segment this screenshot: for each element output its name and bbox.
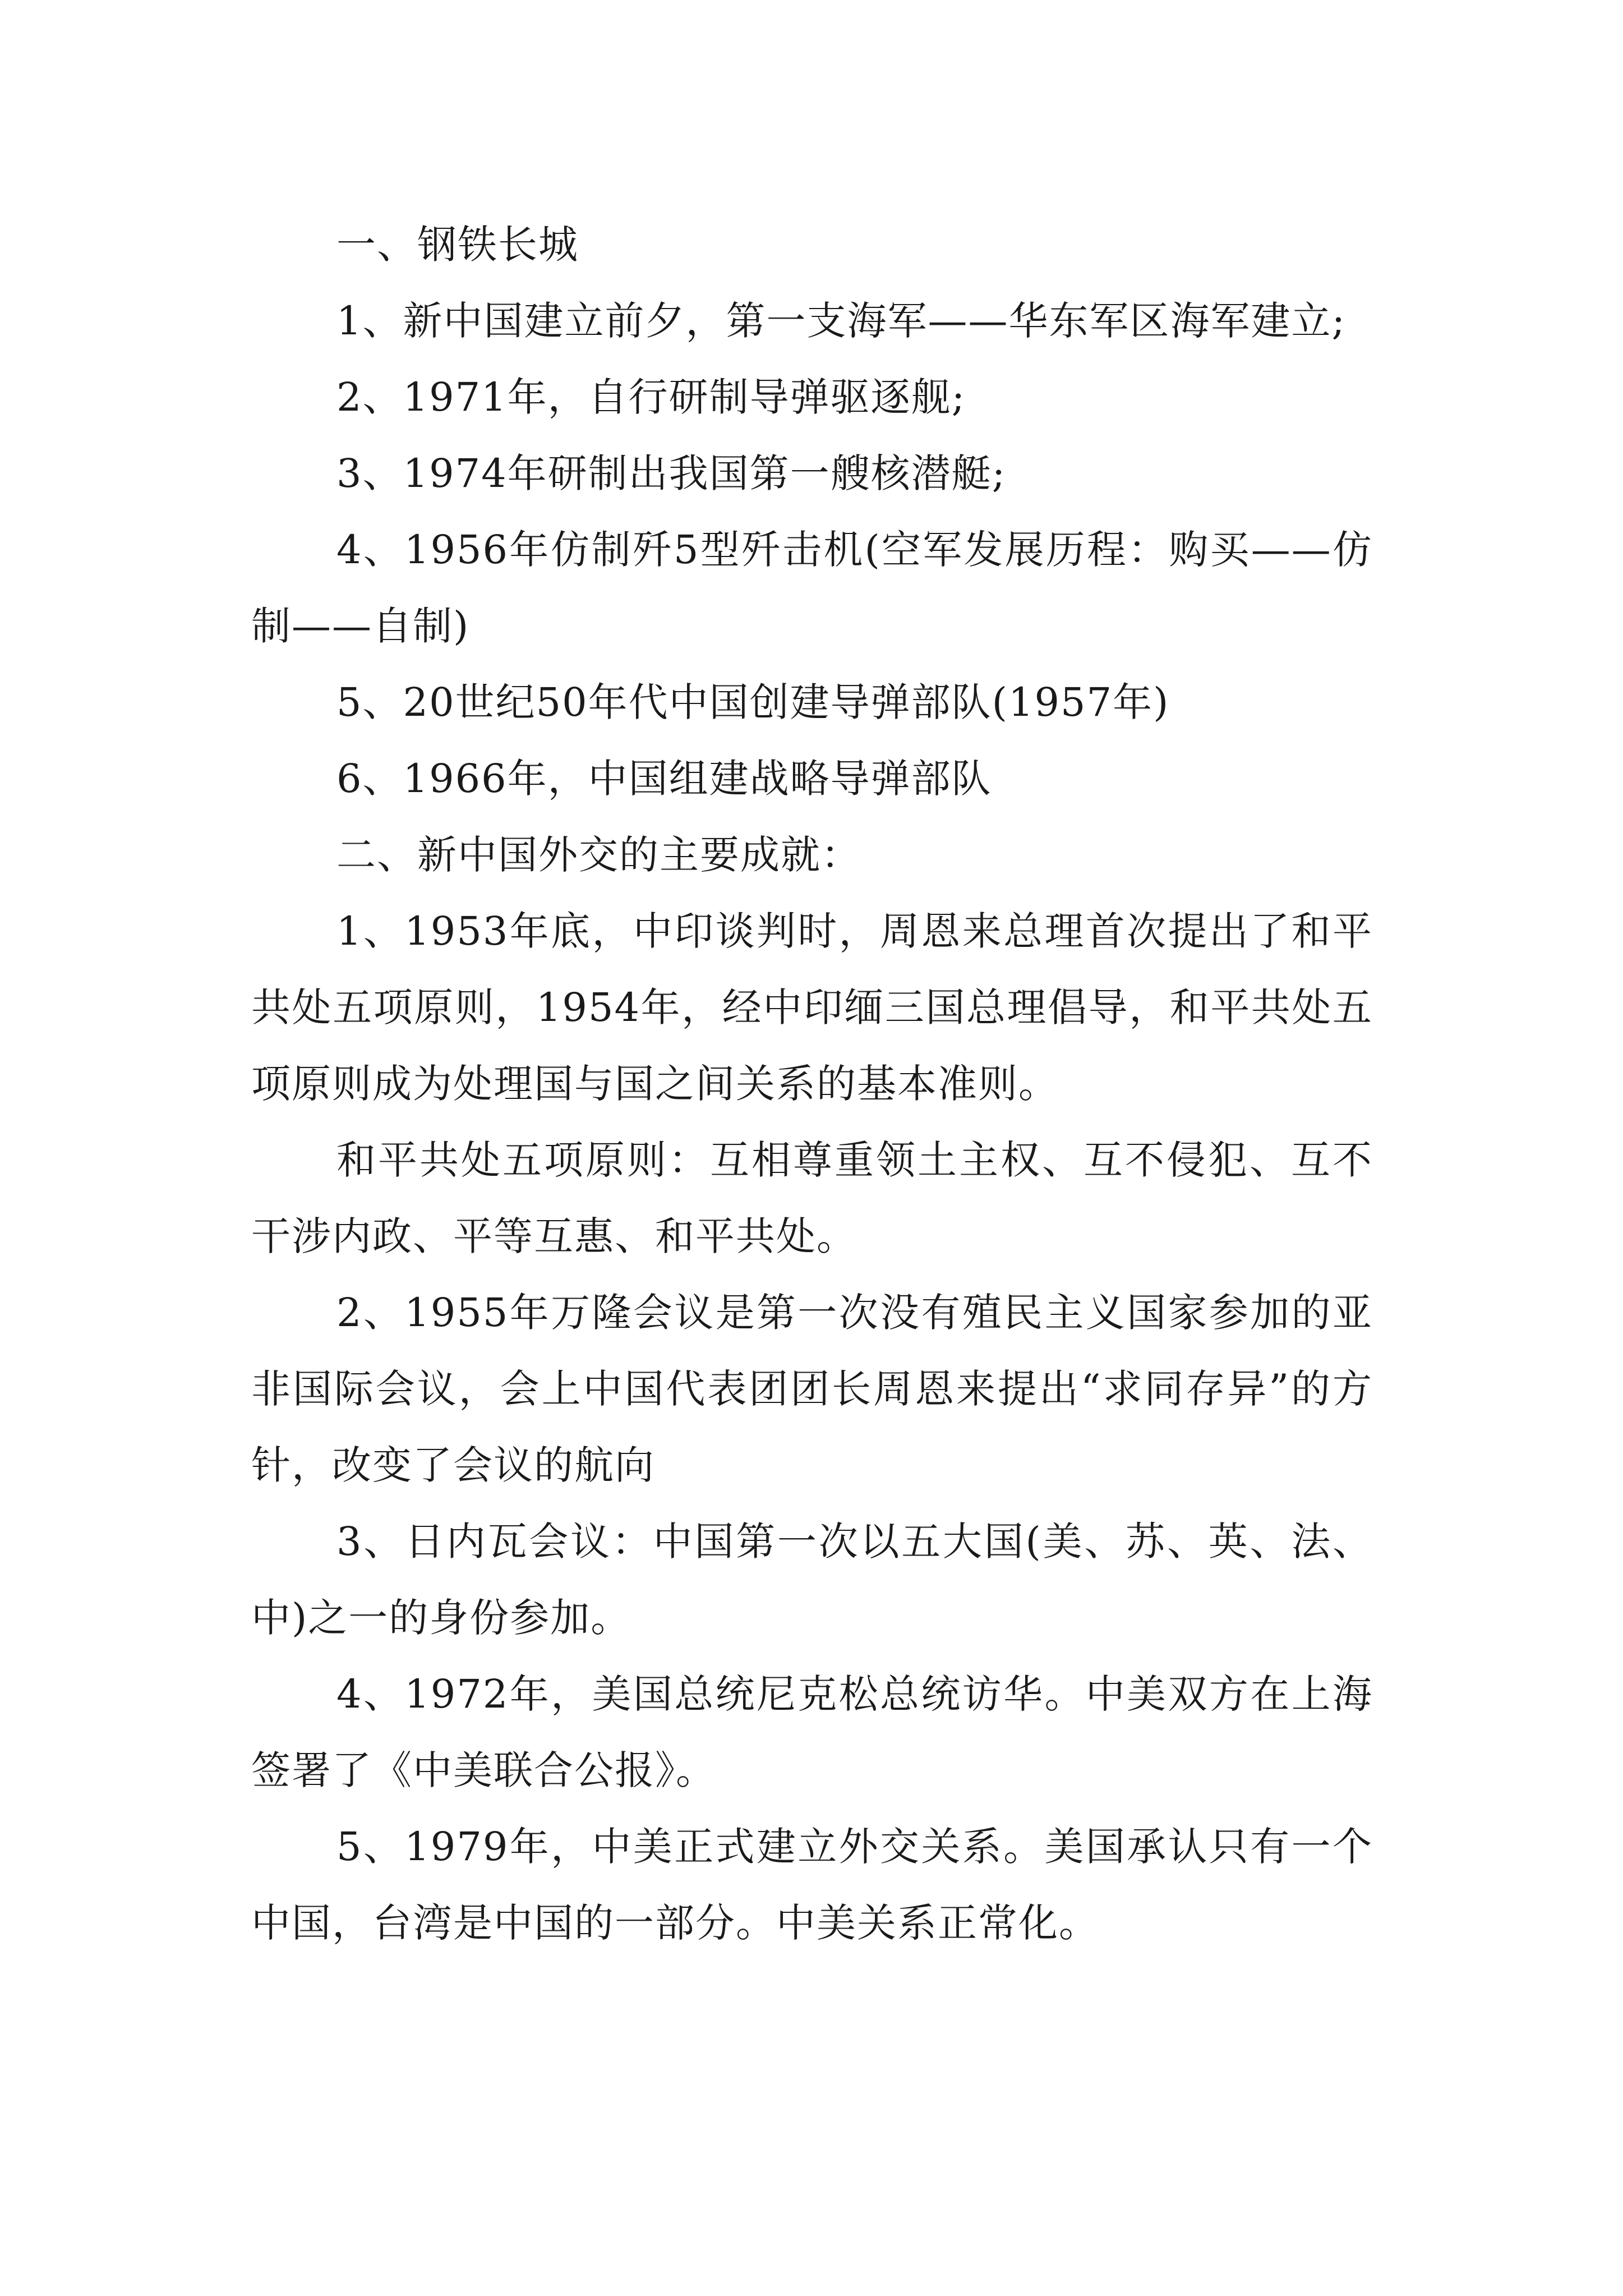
list-item: 5、20世纪50年代中国创建导弹部队(1957年)	[336, 679, 1170, 725]
list-item: 3、1974年研制出我国第一艘核潜艇;	[336, 450, 1007, 496]
list-item: 6、1966年，中国组建战略导弹部队	[336, 756, 992, 802]
list-item: 4、1972年，美国总统尼克松总统访华。中美双方在上海签署了《中美联合公报》。	[251, 1671, 1373, 1793]
list-item: 2、1955年万隆会议是第一次没有殖民主义国家参加的亚非国际会议，会上中国代表团团长周恩来提出“求同存异”的方针，改变了会议的航向	[251, 1290, 1373, 1488]
document-body	[251, 0, 1373, 1961]
list-item: 1、新中国建立前夕，第一支海军——华东军区海军建立;	[336, 298, 1347, 344]
list-item: 1、1953年底，中印谈判时，周恩来总理首次提出了和平共处五项原则，1954年，经中印缅三国总理倡导，和平共处五项原则成为处理国与国之间关系的基本准则。	[251, 908, 1373, 1107]
list-item: 4、1956年仿制歼5型歼击机(空军发展历程：购买——仿制——自制)	[251, 527, 1373, 649]
list-item: 5、1979年，中美正式建立外交关系。美国承认只有一个中国，台湾是中国的一部分。中美关系正常化。	[251, 1824, 1373, 1946]
section-heading-diplomacy: 二、新中国外交的主要成就：	[336, 832, 861, 878]
list-item: 3、日内瓦会议：中国第一次以五大国(美、苏、英、法、中)之一的身份参加。	[251, 1519, 1373, 1641]
list-item: 2、1971年，自行研制导弹驱逐舰;	[336, 374, 966, 420]
section-heading-steel-great-wall: 一、钢铁长城	[336, 222, 579, 268]
body-paragraph: 和平共处五项原则：互相尊重领土主权、互不侵犯、互不干涉内政、平等互惠、和平共处。	[251, 1137, 1373, 1259]
